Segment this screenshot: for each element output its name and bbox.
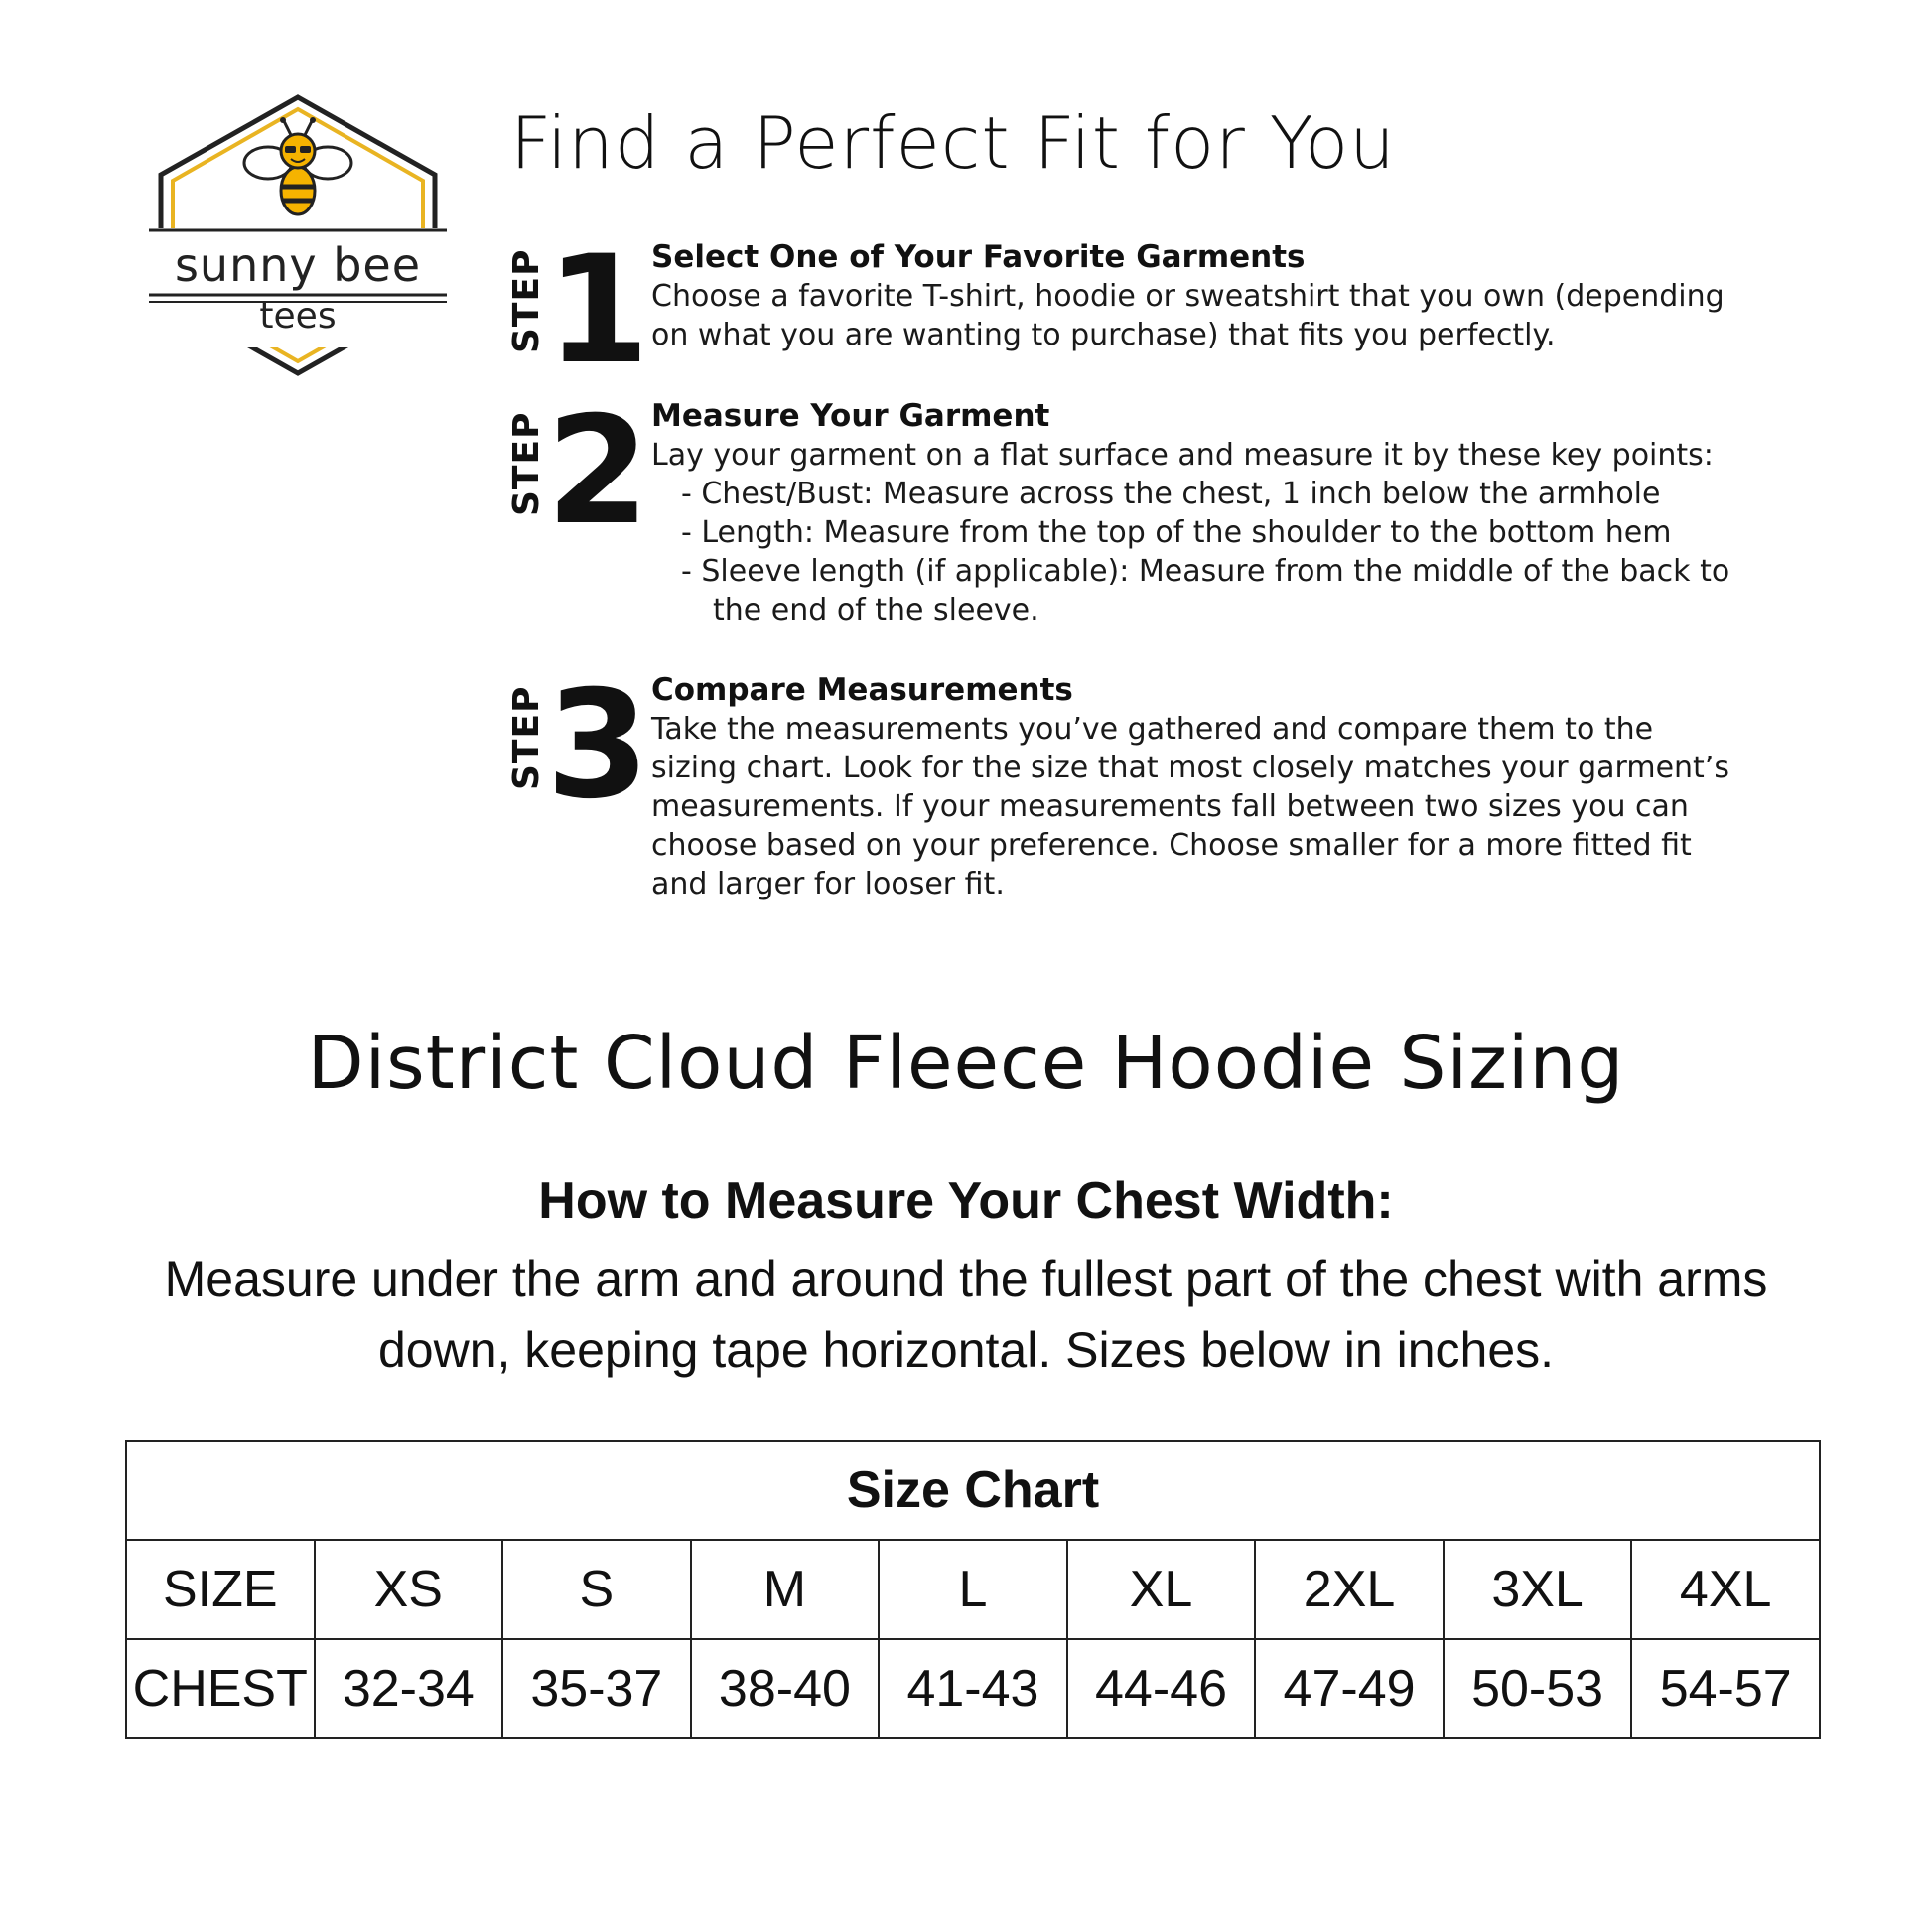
step-label: STEP <box>506 685 547 790</box>
step-label: STEP <box>506 411 547 516</box>
step-text-line: sizing chart. Look for the size that most closely matches your garment’s <box>651 751 1729 785</box>
step-bullet: - Chest/Bust: Measure across the chest, 1 inch below the armhole <box>681 477 1661 511</box>
size-chart-caption-row <box>126 1441 1820 1540</box>
step-bullet-continuation: the end of the sleeve. <box>713 593 1039 627</box>
logo-brand-name: sunny bee <box>174 238 422 292</box>
step-number: 1 <box>546 224 650 397</box>
logo-subtitle: tees <box>259 296 337 337</box>
step-text <box>651 277 1823 354</box>
step-label: STEP <box>506 248 547 353</box>
step-body <box>651 397 1823 629</box>
size-cell: L <box>879 1540 1067 1639</box>
step-text-line: Take the measurements you’ve gathered and compare them to the <box>651 712 1654 747</box>
step-heading: Compare Measurements <box>651 672 1073 708</box>
size-row-header: SIZE <box>126 1540 315 1639</box>
measure-instructions <box>40 1243 1892 1386</box>
measure-line: down, keeping tape horizontal. Sizes below in inches. <box>377 1322 1555 1378</box>
step-text-line: measurements. If your measurements fall between two sizes you can <box>651 789 1689 824</box>
chest-cell: 38-40 <box>691 1639 880 1738</box>
step-text <box>651 710 1823 903</box>
step-text-line: and larger for looser fit. <box>651 867 1005 901</box>
size-cell: 2XL <box>1255 1540 1444 1639</box>
fit-guide-title: Find a Perfect Fit for You <box>510 101 1396 185</box>
size-cell: XL <box>1067 1540 1256 1639</box>
measure-heading: How to Measure Your Chest Width: <box>538 1173 1394 1230</box>
step-intro: Lay your garment on a flat surface and measure it by these key points: <box>651 438 1714 473</box>
size-cell: S <box>502 1540 691 1639</box>
step-bullet: - Length: Measure from the top of the shoulder to the bottom hem <box>681 515 1672 550</box>
sunny-bee-logo <box>149 91 447 379</box>
chest-cell: 54-57 <box>1631 1639 1820 1738</box>
size-chart-caption: Size Chart <box>126 1441 1820 1540</box>
size-chart-table <box>125 1440 1821 1739</box>
size-cell: 3XL <box>1444 1540 1632 1639</box>
step-heading: Measure Your Garment <box>651 398 1050 434</box>
chest-cell: 32-34 <box>315 1639 503 1738</box>
step-body <box>651 671 1823 903</box>
size-cell: XS <box>315 1540 503 1639</box>
chest-cell: 41-43 <box>879 1639 1067 1738</box>
step-text-line: choose based on your preference. Choose smaller for a more fitted fit <box>651 828 1692 863</box>
step-body <box>651 238 1823 354</box>
step-bullet: - Sleeve length (if applicable): Measure from the middle of the back to <box>681 554 1730 589</box>
step-heading: Select One of Your Favorite Garments <box>651 239 1306 275</box>
step-number: 3 <box>546 659 650 832</box>
chest-cell: 44-46 <box>1067 1639 1256 1738</box>
chest-row-header: CHEST <box>126 1639 315 1738</box>
chest-cell: 47-49 <box>1255 1639 1444 1738</box>
chest-row <box>126 1639 1820 1738</box>
size-row <box>126 1540 1820 1639</box>
chest-cell: 35-37 <box>502 1639 691 1738</box>
size-cell: M <box>691 1540 880 1639</box>
chest-cell: 50-53 <box>1444 1639 1632 1738</box>
step-text <box>651 436 1823 629</box>
step-text-line: Choose a favorite T-shirt, hoodie or sweatshirt that you own (depending <box>651 279 1725 314</box>
size-cell: 4XL <box>1631 1540 1820 1639</box>
step-text-line: on what you are wanting to purchase) that fits you perfectly. <box>651 318 1556 352</box>
step-number: 2 <box>546 385 650 558</box>
measure-line: Measure under the arm and around the fullest part of the chest with arms <box>164 1251 1768 1307</box>
hoodie-sizing-title: District Cloud Fleece Hoodie Sizing <box>307 1021 1625 1106</box>
